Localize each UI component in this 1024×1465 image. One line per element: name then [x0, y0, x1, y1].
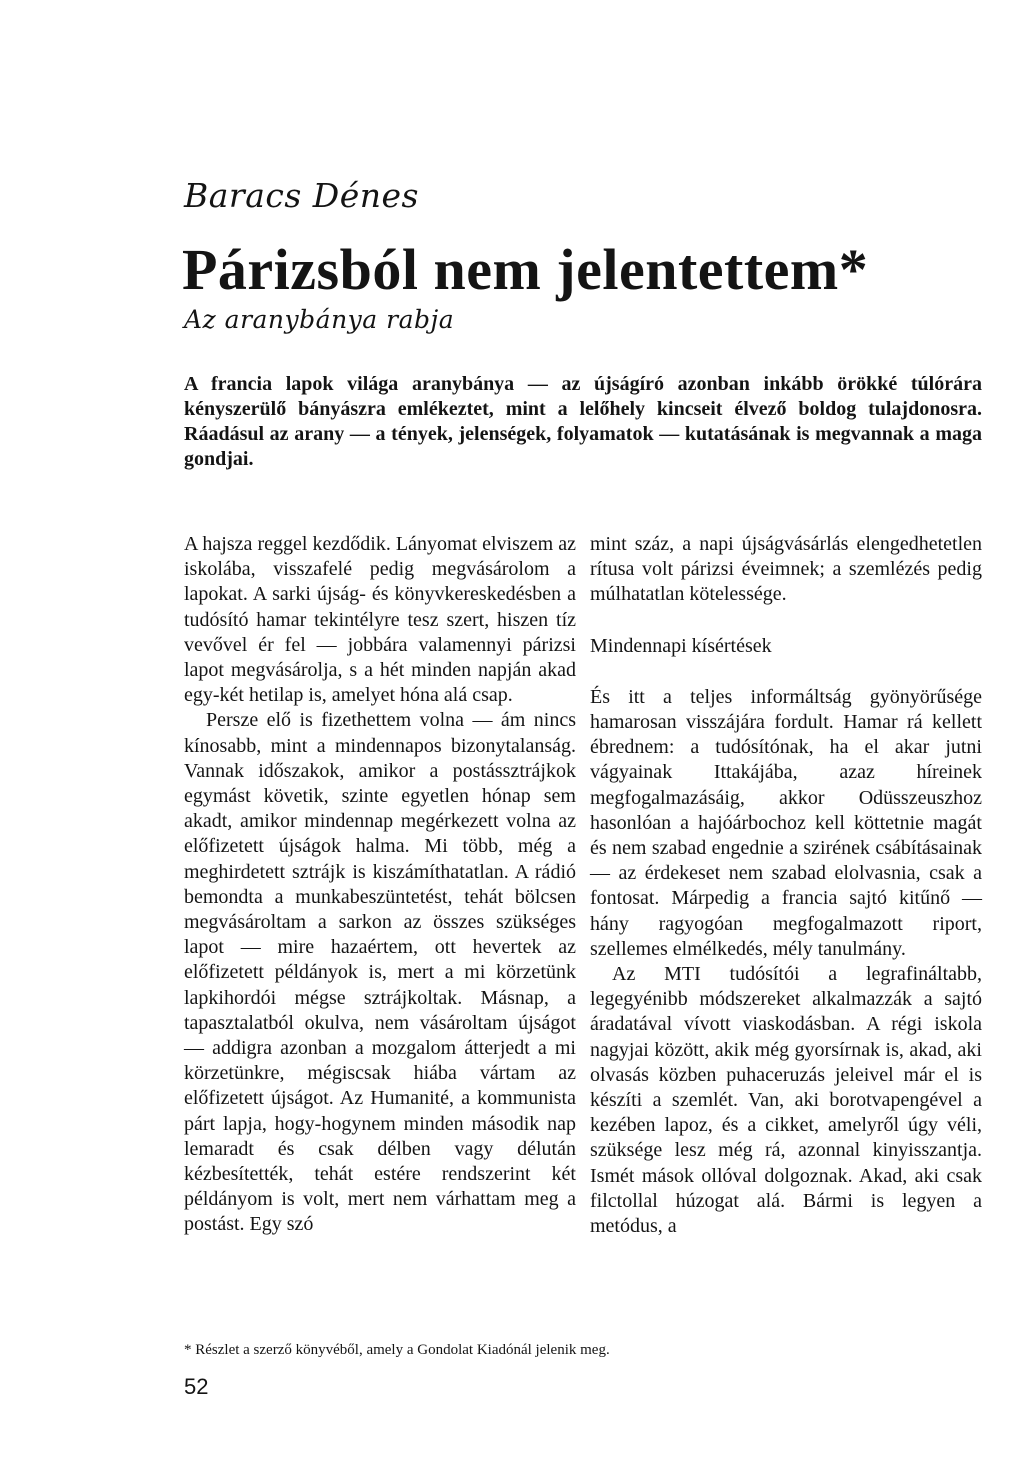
body-paragraph: És itt a teljes informáltság gyönyörűsége hamarosan visszájára fordult. Hamar rá kellett ébrednem: a tudósítónak, ha el akar jutni vágyainak Ittakájába, azaz híreinek megfogalmazásáig, akkor Odüsszeuszhoz hasonlóan a hajóárbochoz kell köttetnie magát és nem szabad engednie a szirének csábításainak — az érdekeset nem szabad elolvasnia, csak a fontosat. Márpedig a francia sajtó kitűnő — hány ragyogóan megfogalmazott riport, szellemes elmélkedés, mély tanulmány.	[590, 685, 982, 960]
body-paragraph: Persze elő is fizethettem volna — ám nincs kínosabb, mint a mindennapos bizonytalanság. Vannak időszakok, amikor a postássztrájkok egymást követik, szinte egyetlen hónap sem akadt, amikor mindennap megérkezett volna az előfizetett újságok halma. Mi több, még a meghirdetett sztrájk is kiszámíthatatlan. A rádió bemondta a munkabeszüntetést, tehát bölcsen megvásároltam a sarkon az összes szükséges lapot — mire hazaértem, ott hevertek az előfizetett példányok is, mert a mi körzetünk lapkihordói mégse sztrájkoltak. Másnap, a tapasztalatból okulva, nem vásároltam újságot — addigra azonban a mozgalom átterjedt a mi körzetünkre, mégiscsak hiába vártam az előfizetett újságot. Az Humanité, a kommunista párt lapja, hogy-hogynem minden második nap lemaradt és csak délben vagy délután kézbesítették, tehát estére rendszerint két példányom is volt, mert nem várhattam meg a postást. Egy szó	[184, 709, 576, 1236]
section-subheading: Mindennapi kísértések	[590, 634, 772, 657]
left-column	[184, 532, 576, 1238]
body-paragraph: A hajsza reggel kezdődik. Lányomat elviszem az iskolába, visszafelé pedig megvásárolom a lapokat. A sarki újság- és könyvkereskedésben a tudósító hamar tekintélyre tesz szert, hiszen tíz vevővel ér fel — jobbára valamennyi párizsi lapot megvásárolja, s a hét minden napján akad egy-két hetilap is, amelyet hóna alá csap.	[184, 533, 576, 707]
footnote: * Részlet a szerző könyvéből, amely a Gondolat Kiadónál jelenik meg.	[184, 1342, 610, 1358]
page-number: 52	[184, 1374, 209, 1399]
article-subtitle: Az aranybánya rabja	[184, 305, 455, 334]
author-name: Baracs Dénes	[184, 176, 419, 215]
right-column	[590, 532, 982, 1239]
body-paragraph: Az MTI tudósítói a legrafináltabb, legegyénibb módszereket alkalmazzák a sajtó áradatával vívott viaskodásban. A régi iskola nagyjai között, akik még gyorsírnak is, akad, aki olvasás közben puhaceruzás jeleivel már el is készíti a szemlét. Van, aki borotvapengével a kezében lapoz, és a cikket, amelyről úgy véli, szüksége lesz még rá, azonnal kinyisszantja. Ismét mások ollóval dolgoznak. Akad, aki csak filctollal húzogat alá. Bármi is legyen a metódus, a	[590, 963, 982, 1238]
body-paragraph: mint száz, a napi újságvásárlás elengedhetetlen rítusa volt párizsi éveimnek; a szemlézés pedig múlhatatlan kötelessége.	[590, 533, 982, 606]
lead-paragraph: A francia lapok világa aranybánya — az újságíró azonban inkább örökké túlórára kényszerülő bányászra emlékeztet, mint a lelőhely kincseit élvező boldog tulajdonosra. Ráadásul az arany — a tények, jelenségek, folyamatok — kutatásának is megvannak a maga gondjai.	[184, 373, 982, 470]
article-title: Párizsból nem jelentettem*	[182, 237, 869, 302]
